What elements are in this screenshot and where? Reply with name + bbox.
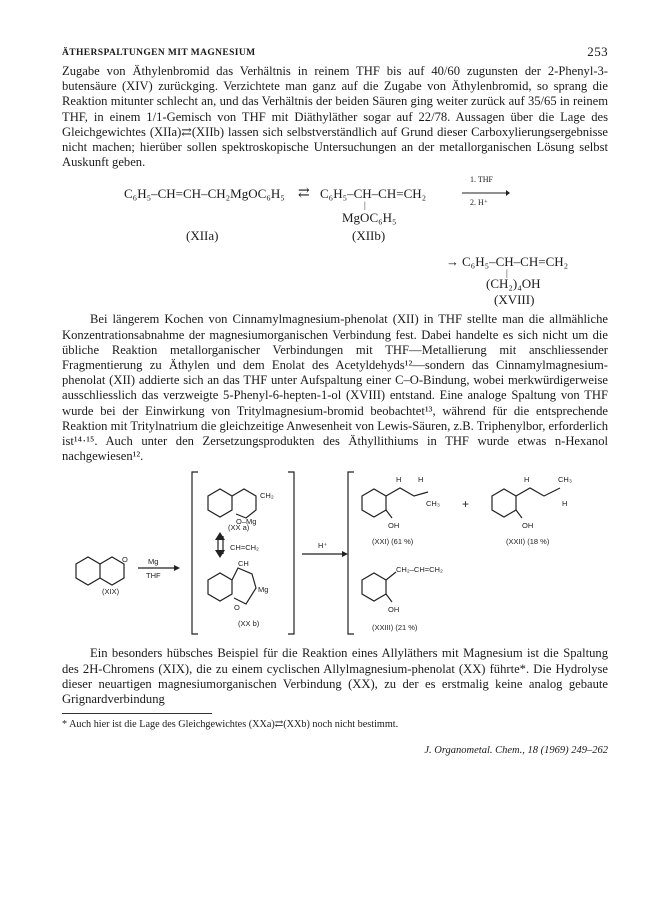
page-number: 253 — [587, 44, 608, 59]
formula-xiib-sub: MgOC₆H₅ — [342, 210, 397, 226]
running-title: ÄTHERSPALTUNGEN MIT MAGNESIUM — [62, 48, 256, 58]
formula-xviii-chain: C₆H₅–CH–CH=CH₂ — [462, 254, 569, 270]
xxi-ch3: CH₃ — [426, 499, 440, 509]
formula-xviii-sub: (CH₂)₄OH — [486, 276, 541, 292]
label-xxii: (XXII) (18 %) — [506, 537, 550, 547]
step-2-label: 2. H⁺ — [470, 198, 488, 208]
xxb-o: O — [234, 603, 240, 613]
reagent-mg: Mg — [148, 557, 159, 567]
label-xxa: (XX a) — [228, 523, 250, 533]
paragraph-2: Bei längerem Kochen von Cinnamylmagnesium-phenolat (XII) in THF stellte man die allmähliche Konzentrationsabnahme der magnesiumorganischen Verbindung fest. Dabei handelte es sich nicht um die übliche Reaktion metallorganischer Verbindungen mit THF—Metallierung mit anschliessender Fragmentierung zu Äthylen und dem Enolat des Acetyldehyds¹²—sondern das Cinnamylmagnesium-phenolat (XII) addierte sich an das THF unter Aufspaltung einer C–O-Bindung, wobei merkwürdigerweise ausschliesslich das verzweigte 5-Phenyl-6-hepten-1-ol (XVIII) entstand. Eine analoge Spaltung von THF wurde bei der Einwirkung von Tritylmagnesium-bromid beobachtet¹³, während für die entsprechende Reaktion mit Tritylnatrium die gleichzeitige Anwesenheit von Lewis-Säuren, z.B. Triphenylbor, erforderlich ist¹⁴·¹⁵. Auch unter den Zersetzungsprodukten des Äthyllithiums in THF wurde etwas n-Hexanol nachgewiesen¹². — [62, 312, 608, 464]
xxa-ch2: CH₂ — [260, 491, 274, 501]
formula-xiia: C₆H₅–CH=CH–CH₂MgOC₆H₅ — [124, 186, 285, 202]
xxb-ch-eq-ch2: CH=CH₂ — [230, 543, 259, 553]
label-xiia: (XIIa) — [186, 228, 219, 244]
footnote-rule — [62, 713, 212, 714]
xxii-h-1: H — [524, 475, 530, 485]
xxiii-oh: OH — [388, 605, 400, 615]
page — [62, 44, 608, 756]
xviii-bond: | — [506, 268, 508, 279]
label-xxb: (XX b) — [238, 619, 260, 629]
xix-o: O — [122, 555, 128, 565]
xxb-ch: CH — [238, 559, 249, 569]
chromene-benzene-ring — [76, 557, 100, 585]
xxii-oh: OH — [522, 521, 534, 531]
xxi-h-1: H — [396, 475, 402, 485]
reagent-thf: THF — [146, 571, 161, 581]
xxii-ch3: CH₃ — [558, 475, 572, 485]
reaction-scheme-1 — [62, 172, 608, 308]
xxi-oh: OH — [388, 521, 400, 531]
label-xviii: (XVIII) — [494, 292, 535, 308]
equilibrium-arrow: ⇄ — [298, 186, 310, 202]
reagent-h-plus: H⁺ — [318, 541, 328, 551]
footnote: * Auch hier ist die Lage des Gleichgewichtes (XXa)⇄(XXb) noch nicht bestimmt. — [62, 719, 399, 731]
label-xxi: (XXI) (61 %) — [372, 537, 414, 547]
paragraph-1: Zugabe von Äthylenbromid das Verhältnis in reinem THF bis auf 40/60 zugunsten der 2-Phenyl-3-butensäure (XIV) zurückging. Verzichtete man ganz auf die Zugabe von Äthylenbromid, so sprang die Reaktion mitunter schlecht an, und das Verhältnis der beiden Säuren ging weiter zurück auf 35/65 in reinem THF, in einem 1/1-Gemisch von THF mit Diäthyläther sogar auf 22/78. Aussagen über die Lage des Gleichgewichtes (XIIa)⇄(XIIb) lassen sich selbstverständlich auf Grund dieser Carboxylierungsergebnisse nicht machen; hierüber sollen spektroskopische Untersuchungen an der metallorganischen Lösung selbst Auskunft geben. — [62, 64, 608, 170]
reaction-scheme-2 — [62, 468, 608, 640]
xxb-mg: Mg — [258, 585, 269, 595]
formula-xiib-chain: C₆H₅–CH–CH=CH₂ — [320, 186, 427, 202]
step-1-label: 1. THF — [470, 175, 493, 185]
reaction-scheme-2-drawing — [62, 468, 608, 640]
journal-reference: J. Organometal. Chem., 18 (1969) 249–262 — [424, 745, 608, 757]
xxa-o-mg: O–Mg — [236, 517, 257, 527]
label-xxiii: (XXIII) (21 %) — [372, 623, 418, 633]
product-arrow: → — [446, 254, 459, 270]
xiib-bond: | — [364, 200, 366, 211]
reaction-arrow-right — [462, 190, 510, 196]
label-xiib: (XIIb) — [352, 228, 386, 244]
running-head — [62, 44, 608, 64]
xxi-h-2: H — [418, 475, 424, 485]
paragraph-3: Ein besonders hübsches Beispiel für die Reaktion eines Allyläthers mit Magnesium ist die Spaltung des 2H-Chromens (XIX), die zu einem cyclischen Allylmagnesium-phenolat (XX) führte*. Die Hydrolyse dieser neuartigen magnesiumorganischen Verbindung (XX), zu der es erstmalig keine analog gebaute Grignardverbindung — [62, 646, 608, 707]
plus-sign: + — [462, 497, 470, 512]
xxiii-allyl-chain: CH₂–CH=CH₂ — [396, 565, 443, 575]
chromene-pyran-ring — [100, 557, 124, 585]
label-xix: (XIX) — [102, 587, 120, 597]
xxii-h-2: H — [562, 499, 568, 509]
